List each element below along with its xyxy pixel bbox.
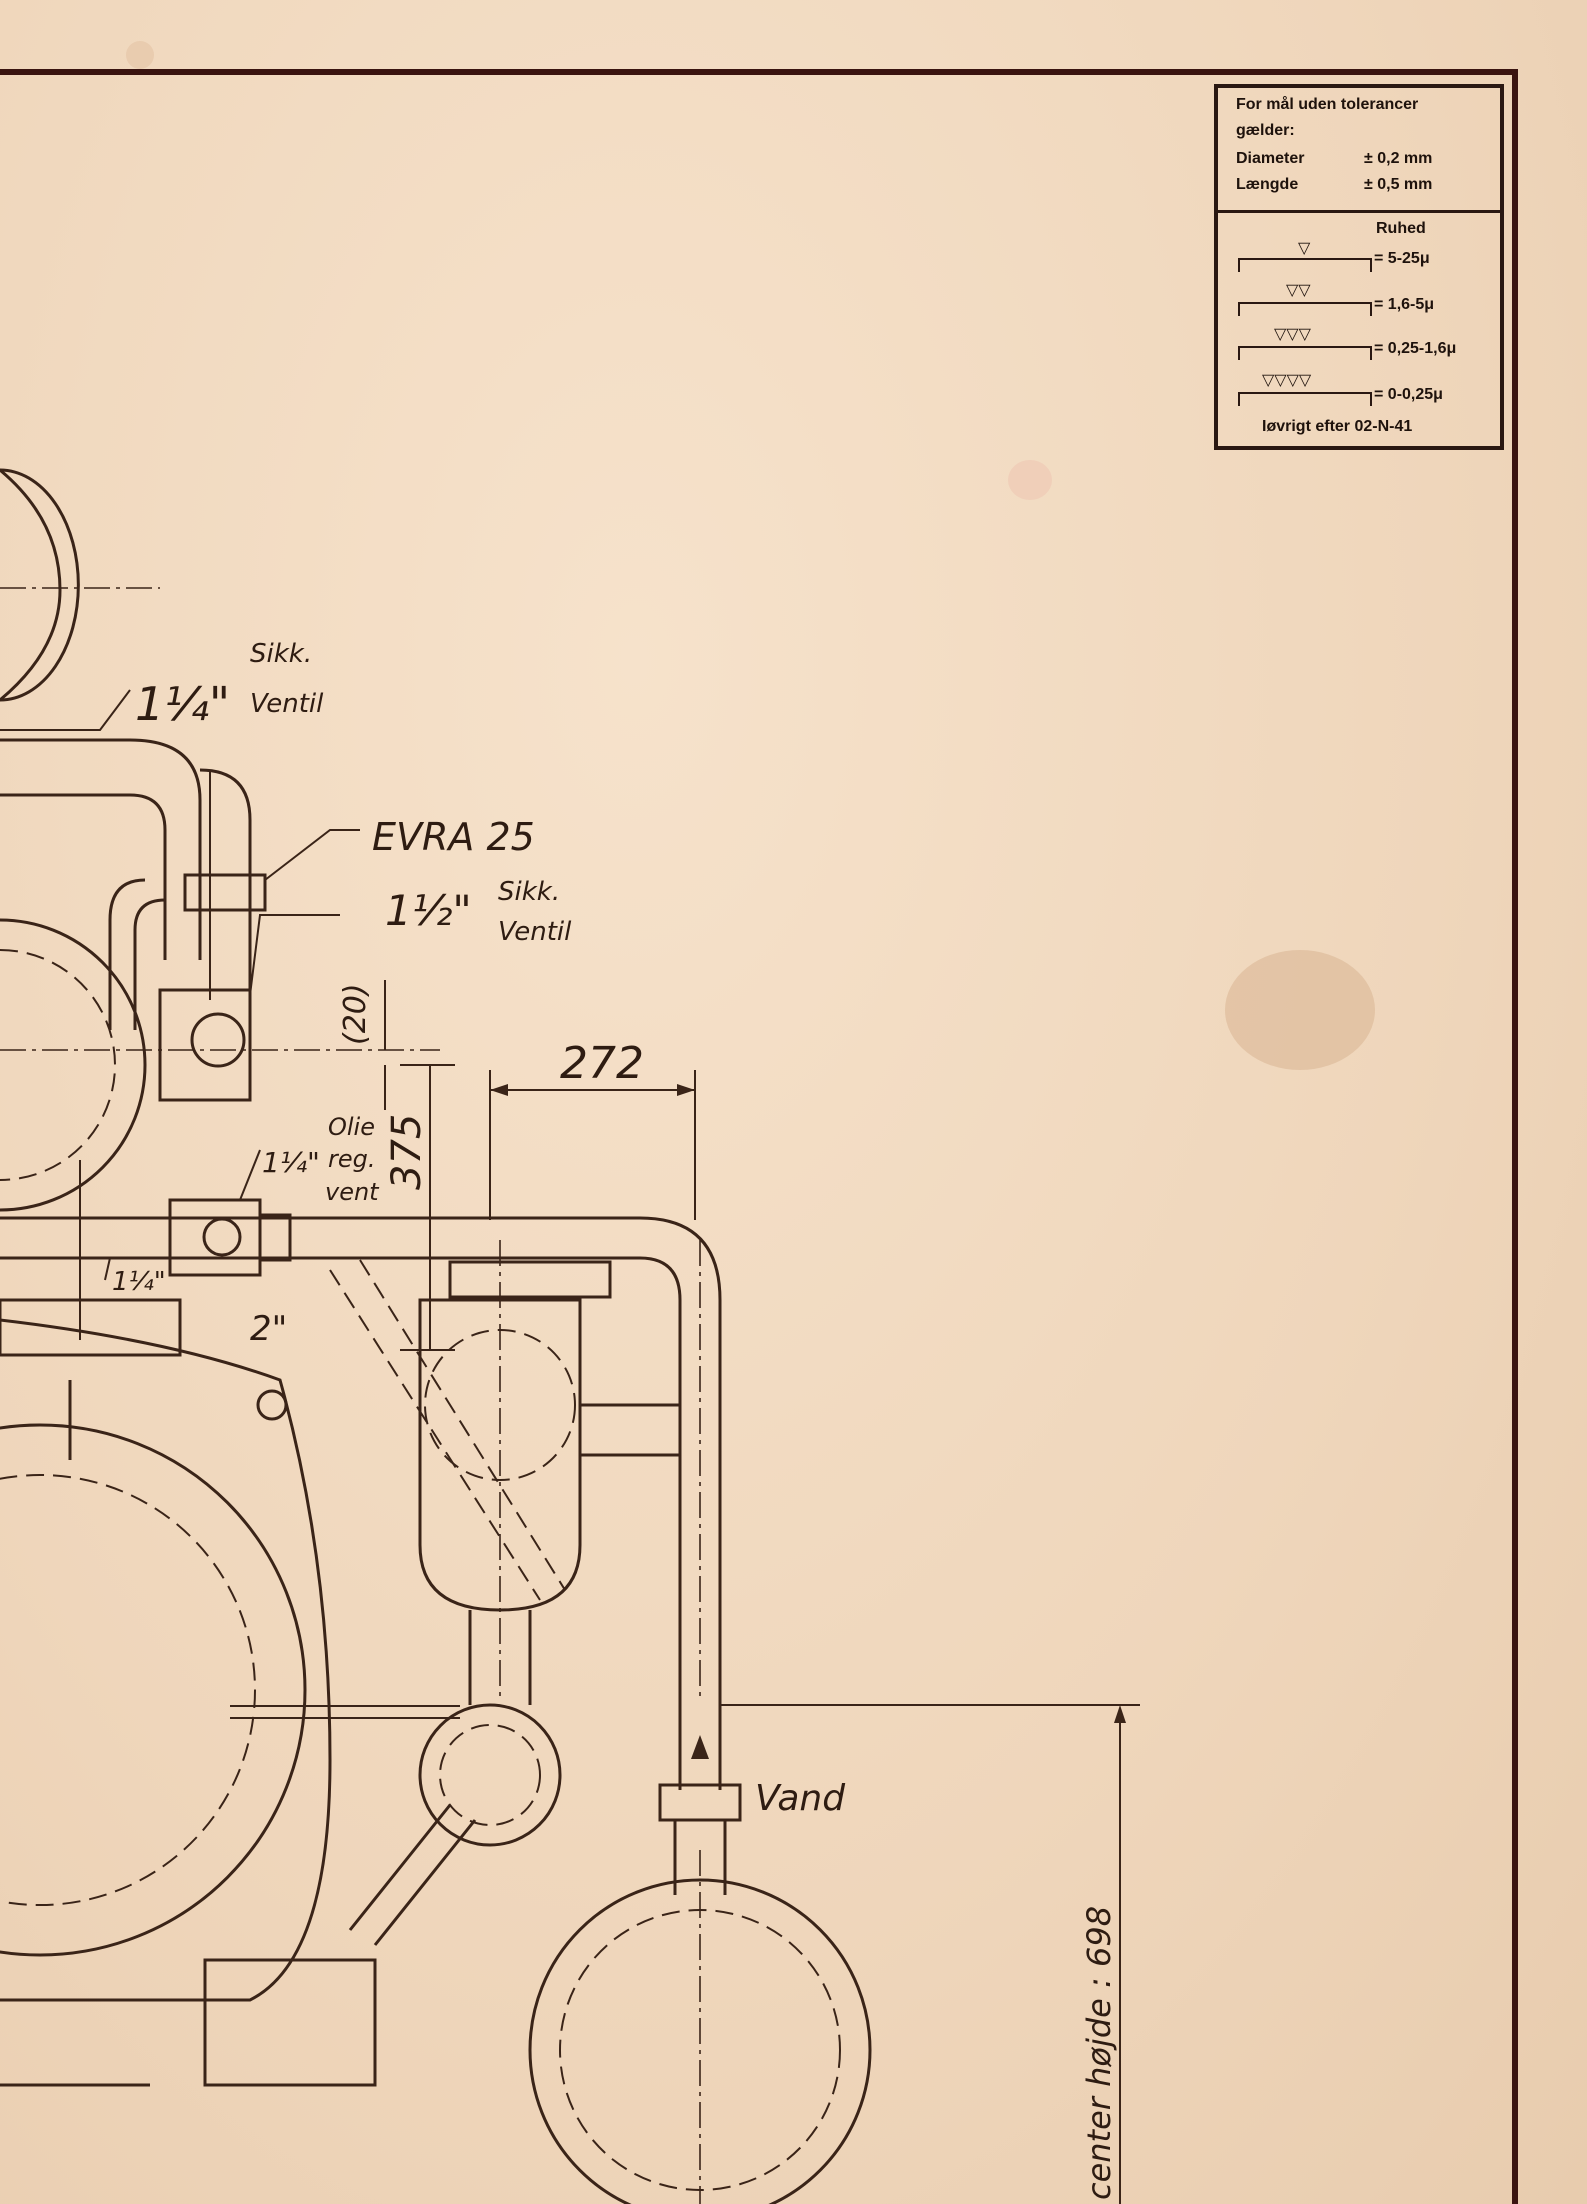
roughness-grade4-value: = 0-0,25μ bbox=[1374, 386, 1443, 403]
pipe-safety-valve bbox=[0, 740, 200, 960]
tolerance-heading-2: gælder: bbox=[1236, 122, 1295, 139]
roughness-bracket bbox=[1238, 392, 1372, 406]
dim-375-label: 375 bbox=[384, 1113, 430, 1190]
valve-12-line2: Ventil bbox=[498, 917, 572, 947]
leader-line bbox=[105, 1258, 110, 1280]
evra-25-label: EVRA 25 bbox=[372, 815, 535, 859]
roughness-grade4-symbol: ▽▽▽▽ bbox=[1262, 372, 1312, 389]
stain bbox=[126, 41, 154, 69]
tank-top-left bbox=[0, 470, 78, 700]
pipe-14-label: 1¼" bbox=[112, 1267, 166, 1297]
mounting-hole bbox=[258, 1391, 286, 1419]
diameter-label: Diameter bbox=[1236, 150, 1305, 167]
oil-valve-line2: reg. bbox=[328, 1145, 376, 1173]
strainer-branch bbox=[350, 1805, 475, 1945]
pipe-bypass bbox=[110, 880, 145, 1030]
oil-reg-valve-port bbox=[204, 1219, 240, 1255]
pipe-riser bbox=[200, 770, 250, 1000]
compressor-flywheel bbox=[0, 1425, 305, 1955]
roughness-bracket bbox=[1238, 258, 1372, 272]
strainer-hidden bbox=[440, 1725, 540, 1825]
tolerance-heading-1: For mål uden tolerancer bbox=[1236, 96, 1419, 113]
dim-20-label: (20) bbox=[338, 983, 373, 1045]
roughness-grade1-value: = 5-25μ bbox=[1374, 250, 1430, 267]
tolerance-separator bbox=[1218, 210, 1500, 213]
center-height-label: center højde : 698 bbox=[1080, 1905, 1118, 2200]
stain bbox=[1008, 460, 1052, 500]
compressor-housing bbox=[0, 1320, 330, 2000]
water-flow-arrow bbox=[691, 1735, 709, 1759]
valve-14-line2: Ventil bbox=[250, 689, 324, 719]
separator-cap bbox=[450, 1262, 610, 1297]
roughness-grade2-value: = 1,6-5μ bbox=[1374, 296, 1435, 313]
main-pipe-elbow-inner bbox=[640, 1258, 680, 1790]
evra-25-valve-body bbox=[185, 875, 265, 910]
roughness-grade2-symbol: ▽▽ bbox=[1286, 282, 1311, 299]
roughness-grade3-symbol: ▽▽▽ bbox=[1274, 326, 1311, 343]
length-value: ± 0,5 mm bbox=[1364, 176, 1433, 193]
roughness-bracket bbox=[1238, 346, 1372, 360]
valve-12-size-label: 1½" bbox=[385, 886, 472, 935]
valve-block bbox=[160, 990, 250, 1100]
oil-reg-valve-body bbox=[170, 1200, 260, 1275]
compressor-foot bbox=[205, 1960, 375, 2085]
separator-side-outlet bbox=[580, 1405, 680, 1455]
internal-pipe-hidden bbox=[330, 1260, 565, 1600]
valve-12-line1: Sikk. bbox=[498, 877, 561, 907]
water-label: Vand bbox=[755, 1778, 846, 1819]
leader-line bbox=[250, 915, 340, 995]
roughness-grade1-symbol: ▽ bbox=[1298, 240, 1311, 257]
roughness-heading: Ruhed bbox=[1376, 220, 1426, 237]
valve-14-line1: Sikk. bbox=[250, 639, 313, 669]
valve-14-size-label: 1¼" bbox=[135, 677, 231, 731]
tolerance-table bbox=[1214, 84, 1504, 450]
compressor-flange bbox=[0, 1300, 180, 1355]
tank-top-outline bbox=[0, 470, 60, 700]
compressor-left-hidden bbox=[0, 950, 115, 1180]
pipe-2-label: 2" bbox=[250, 1309, 288, 1349]
oil-valve-size-label: 1¼" bbox=[262, 1146, 320, 1179]
dim-272-label: 272 bbox=[560, 1038, 644, 1089]
oil-valve-line1: Olie bbox=[328, 1113, 375, 1141]
leader-line bbox=[240, 1150, 260, 1200]
pipe-safety-valve-inner bbox=[0, 795, 165, 960]
roughness-footer: Iøvrigt efter 02-N-41 bbox=[1262, 418, 1413, 435]
water-valve-nut bbox=[660, 1785, 740, 1820]
compressor-left bbox=[0, 920, 145, 1210]
stain bbox=[1225, 950, 1375, 1070]
compressor-flywheel-hidden bbox=[0, 1475, 255, 1905]
length-label: Længde bbox=[1236, 176, 1299, 193]
leader-line bbox=[265, 830, 360, 880]
roughness-bracket bbox=[1238, 302, 1372, 316]
diameter-value: ± 0,2 mm bbox=[1364, 150, 1433, 167]
valve-handwheel bbox=[192, 1014, 244, 1066]
oil-valve-line3: vent bbox=[325, 1178, 379, 1206]
center-height-arrow bbox=[1114, 1705, 1126, 1723]
roughness-grade3-value: = 0,25-1,6μ bbox=[1374, 340, 1457, 357]
oil-reg-valve-nut bbox=[260, 1215, 290, 1260]
